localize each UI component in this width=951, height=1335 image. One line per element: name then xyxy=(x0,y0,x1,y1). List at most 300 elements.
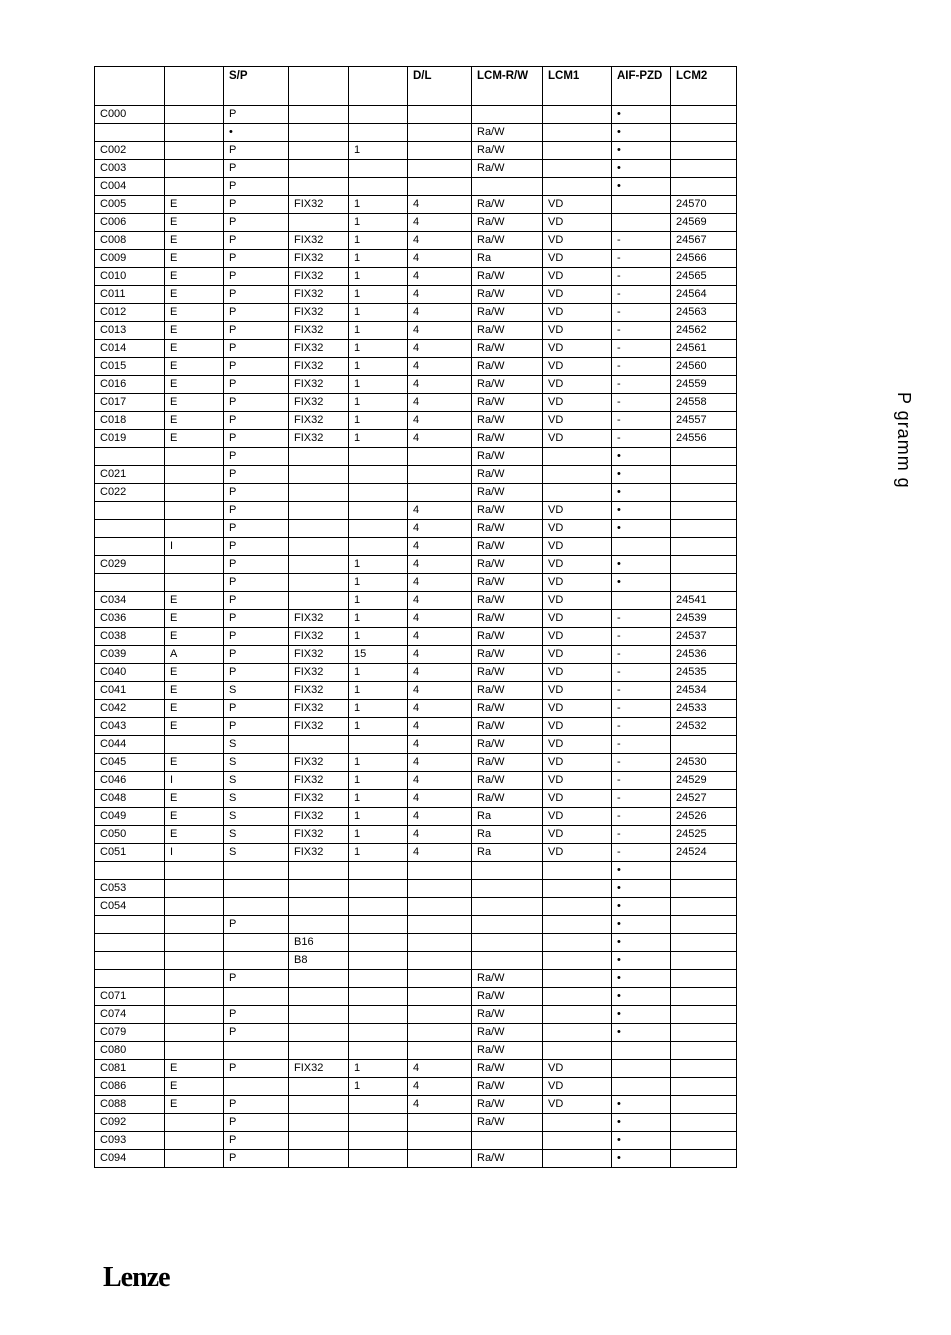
table-cell: • xyxy=(612,916,671,934)
table-cell xyxy=(289,214,349,232)
table-cell: E xyxy=(165,1078,224,1096)
table-cell: 4 xyxy=(408,592,472,610)
table-cell: E xyxy=(165,1060,224,1078)
table-cell: - xyxy=(612,394,671,412)
table-cell xyxy=(543,178,612,196)
code-cell: C036 xyxy=(95,610,165,628)
table-cell: Ra/W xyxy=(472,754,543,772)
table-cell: Ra/W xyxy=(472,700,543,718)
table-cell: 4 xyxy=(408,232,472,250)
table-cell: E xyxy=(165,412,224,430)
table-cell: • xyxy=(612,448,671,466)
table-cell: Ra/W xyxy=(472,142,543,160)
table-cell: P xyxy=(224,538,289,556)
table-cell: P xyxy=(224,466,289,484)
table-row xyxy=(95,142,737,160)
table-row xyxy=(95,412,737,430)
table-cell: P xyxy=(224,214,289,232)
table-row xyxy=(95,1060,737,1078)
table-cell: Ra/W xyxy=(472,610,543,628)
table-cell xyxy=(349,970,408,988)
table-row xyxy=(95,376,737,394)
table-cell: 1 xyxy=(349,790,408,808)
table-cell xyxy=(289,142,349,160)
column-header: S/P xyxy=(224,67,289,106)
table-cell xyxy=(671,1114,737,1132)
table-cell xyxy=(612,1060,671,1078)
code-cell: C039 xyxy=(95,646,165,664)
table-cell: FIX32 xyxy=(289,718,349,736)
code-cell: C004 xyxy=(95,178,165,196)
table-cell: VD xyxy=(543,538,612,556)
table-cell: P xyxy=(224,142,289,160)
table-cell: 4 xyxy=(408,286,472,304)
table-cell: - xyxy=(612,826,671,844)
table-cell: VD xyxy=(543,412,612,430)
table-cell: E xyxy=(165,250,224,268)
table-cell xyxy=(289,106,349,124)
table-cell: P xyxy=(224,304,289,322)
table-cell xyxy=(472,880,543,898)
table-cell xyxy=(165,574,224,592)
table-cell: P xyxy=(224,106,289,124)
table-cell: Ra/W xyxy=(472,358,543,376)
table-cell xyxy=(165,1132,224,1150)
table-cell: VD xyxy=(543,718,612,736)
table-cell: Ra/W xyxy=(472,1024,543,1042)
table-cell xyxy=(289,502,349,520)
code-cell xyxy=(95,862,165,880)
code-cell xyxy=(95,970,165,988)
table-cell: VD xyxy=(543,376,612,394)
table-cell: 15 xyxy=(349,646,408,664)
code-cell: C053 xyxy=(95,880,165,898)
table-cell: 4 xyxy=(408,628,472,646)
table-cell xyxy=(349,106,408,124)
table-row xyxy=(95,1132,737,1150)
table-cell: VD xyxy=(543,700,612,718)
code-cell: C093 xyxy=(95,1132,165,1150)
table-cell: 4 xyxy=(408,214,472,232)
table-cell: • xyxy=(612,160,671,178)
table-cell: 1 xyxy=(349,268,408,286)
table-cell: FIX32 xyxy=(289,826,349,844)
table-cell: - xyxy=(612,412,671,430)
table-cell: P xyxy=(224,196,289,214)
table-cell: Ra/W xyxy=(472,772,543,790)
table-cell: VD xyxy=(543,520,612,538)
table-cell: Ra/W xyxy=(472,286,543,304)
table-cell: P xyxy=(224,718,289,736)
table-cell: 24559 xyxy=(671,376,737,394)
table-cell: - xyxy=(612,736,671,754)
table-cell: E xyxy=(165,808,224,826)
table-cell: FIX32 xyxy=(289,754,349,772)
brand-logo: Lenze xyxy=(103,1262,170,1293)
table-cell: 4 xyxy=(408,376,472,394)
table-cell: 1 xyxy=(349,196,408,214)
table-cell: E xyxy=(165,790,224,808)
table-cell: Ra/W xyxy=(472,592,543,610)
table-cell: VD xyxy=(543,214,612,232)
table-cell xyxy=(349,520,408,538)
table-cell: 1 xyxy=(349,574,408,592)
code-cell: C008 xyxy=(95,232,165,250)
table-cell: FIX32 xyxy=(289,844,349,862)
table-cell xyxy=(671,1150,737,1168)
table-cell: P xyxy=(224,1132,289,1150)
table-cell: E xyxy=(165,322,224,340)
table-cell xyxy=(408,1024,472,1042)
table-cell xyxy=(543,1132,612,1150)
table-cell xyxy=(289,1150,349,1168)
code-cell: C021 xyxy=(95,466,165,484)
table-cell: 4 xyxy=(408,520,472,538)
table-cell: - xyxy=(612,268,671,286)
table-cell xyxy=(472,862,543,880)
table-cell: E xyxy=(165,376,224,394)
code-cell: C018 xyxy=(95,412,165,430)
table-cell: - xyxy=(612,808,671,826)
code-cell xyxy=(95,538,165,556)
table-cell: E xyxy=(165,394,224,412)
table-cell: 24563 xyxy=(671,304,737,322)
table-row xyxy=(95,304,737,322)
table-cell: 1 xyxy=(349,556,408,574)
table-cell: P xyxy=(224,232,289,250)
table-cell: 24536 xyxy=(671,646,737,664)
table-cell xyxy=(289,1042,349,1060)
table-cell: 1 xyxy=(349,250,408,268)
table-row xyxy=(95,286,737,304)
table-cell: Ra xyxy=(472,826,543,844)
code-cell: C080 xyxy=(95,1042,165,1060)
table-cell: E xyxy=(165,592,224,610)
table-cell xyxy=(408,898,472,916)
code-cell: C019 xyxy=(95,430,165,448)
table-cell xyxy=(408,142,472,160)
table-cell: 24567 xyxy=(671,232,737,250)
table-cell: VD xyxy=(543,646,612,664)
code-cell: C048 xyxy=(95,790,165,808)
table-cell xyxy=(289,1078,349,1096)
table-row xyxy=(95,430,737,448)
table-cell xyxy=(349,1114,408,1132)
table-cell: Ra/W xyxy=(472,160,543,178)
table-cell: Ra/W xyxy=(472,538,543,556)
table-row xyxy=(95,952,737,970)
code-cell: C044 xyxy=(95,736,165,754)
code-cell xyxy=(95,124,165,142)
table-cell xyxy=(165,448,224,466)
table-row xyxy=(95,628,737,646)
table-cell xyxy=(671,1096,737,1114)
table-cell: • xyxy=(612,124,671,142)
table-cell xyxy=(165,880,224,898)
table-cell xyxy=(671,178,737,196)
table-row xyxy=(95,124,737,142)
table-cell xyxy=(408,106,472,124)
table-cell: • xyxy=(612,970,671,988)
code-cell xyxy=(95,520,165,538)
table-cell xyxy=(408,1006,472,1024)
table-cell: P xyxy=(224,1060,289,1078)
table-cell: 1 xyxy=(349,682,408,700)
code-cell: C071 xyxy=(95,988,165,1006)
table-cell xyxy=(349,1150,408,1168)
table-cell xyxy=(224,1042,289,1060)
table-cell: 1 xyxy=(349,214,408,232)
table-cell: FIX32 xyxy=(289,286,349,304)
code-cell: C000 xyxy=(95,106,165,124)
code-cell: C010 xyxy=(95,268,165,286)
table-cell xyxy=(543,1006,612,1024)
table-cell: P xyxy=(224,970,289,988)
table-cell: • xyxy=(612,1096,671,1114)
table-cell: 24556 xyxy=(671,430,737,448)
code-cell: C012 xyxy=(95,304,165,322)
code-cell: C042 xyxy=(95,700,165,718)
table-cell: 24557 xyxy=(671,412,737,430)
table-cell: FIX32 xyxy=(289,790,349,808)
table-row xyxy=(95,322,737,340)
table-cell xyxy=(289,1096,349,1114)
table-cell xyxy=(349,124,408,142)
table-row xyxy=(95,700,737,718)
table-cell xyxy=(543,988,612,1006)
table-cell: - xyxy=(612,376,671,394)
table-cell: Ra/W xyxy=(472,1060,543,1078)
table-cell: - xyxy=(612,286,671,304)
table-cell: VD xyxy=(543,664,612,682)
table-cell xyxy=(612,592,671,610)
table-cell xyxy=(165,952,224,970)
table-cell xyxy=(472,916,543,934)
table-cell xyxy=(224,880,289,898)
table-row xyxy=(95,1150,737,1168)
code-cell: C050 xyxy=(95,826,165,844)
table-cell: 24537 xyxy=(671,628,737,646)
table-cell: - xyxy=(612,682,671,700)
table-cell: Ra/W xyxy=(472,502,543,520)
table-cell: Ra/W xyxy=(472,664,543,682)
table-cell xyxy=(289,484,349,502)
header-row xyxy=(95,67,737,106)
table-row xyxy=(95,196,737,214)
table-cell xyxy=(612,1042,671,1060)
table-cell: VD xyxy=(543,790,612,808)
table-cell: 24524 xyxy=(671,844,737,862)
table-cell: VD xyxy=(543,592,612,610)
table-cell xyxy=(289,1132,349,1150)
table-row xyxy=(95,592,737,610)
table-cell: • xyxy=(612,106,671,124)
table-cell: Ra/W xyxy=(472,394,543,412)
code-cell: C094 xyxy=(95,1150,165,1168)
table-cell: S xyxy=(224,844,289,862)
table-cell xyxy=(472,898,543,916)
table-cell: • xyxy=(224,124,289,142)
table-cell xyxy=(543,106,612,124)
table-cell xyxy=(671,448,737,466)
table-cell: FIX32 xyxy=(289,808,349,826)
table-cell xyxy=(289,862,349,880)
table-cell: 4 xyxy=(408,808,472,826)
code-cell xyxy=(95,916,165,934)
table-cell: VD xyxy=(543,232,612,250)
table-cell xyxy=(408,466,472,484)
table-cell xyxy=(408,934,472,952)
code-cell: C043 xyxy=(95,718,165,736)
table-cell xyxy=(408,124,472,142)
table-cell: VD xyxy=(543,394,612,412)
table-cell: - xyxy=(612,430,671,448)
column-header: LCM2 xyxy=(671,67,737,106)
table-row xyxy=(95,1096,737,1114)
table-row xyxy=(95,988,737,1006)
code-cell: C051 xyxy=(95,844,165,862)
table-cell xyxy=(289,1024,349,1042)
table-cell: S xyxy=(224,682,289,700)
table-row xyxy=(95,844,737,862)
table-cell: VD xyxy=(543,502,612,520)
table-cell: 4 xyxy=(408,646,472,664)
table-cell xyxy=(671,106,737,124)
table-cell xyxy=(408,1042,472,1060)
table-cell: 24527 xyxy=(671,790,737,808)
table-cell: S xyxy=(224,772,289,790)
table-cell xyxy=(224,898,289,916)
table-cell: Ra/W xyxy=(472,430,543,448)
table-cell xyxy=(408,916,472,934)
table-cell xyxy=(289,736,349,754)
table-cell: VD xyxy=(543,340,612,358)
table-cell xyxy=(671,1132,737,1150)
table-row xyxy=(95,736,737,754)
table-cell: FIX32 xyxy=(289,196,349,214)
table-cell xyxy=(165,1042,224,1060)
table-cell xyxy=(408,952,472,970)
table-cell: S xyxy=(224,736,289,754)
table-cell xyxy=(612,538,671,556)
table-cell: VD xyxy=(543,610,612,628)
table-cell: 1 xyxy=(349,772,408,790)
table-cell: Ra/W xyxy=(472,466,543,484)
table-cell: - xyxy=(612,304,671,322)
table-cell: 4 xyxy=(408,664,472,682)
table-cell xyxy=(349,1042,408,1060)
table-cell: - xyxy=(612,358,671,376)
table-cell xyxy=(165,502,224,520)
table-cell xyxy=(224,1078,289,1096)
table-cell: 4 xyxy=(408,790,472,808)
code-cell: C046 xyxy=(95,772,165,790)
table-cell: VD xyxy=(543,430,612,448)
table-cell: • xyxy=(612,556,671,574)
table-cell: 4 xyxy=(408,700,472,718)
table-cell xyxy=(671,916,737,934)
column-header: D/L xyxy=(408,67,472,106)
table-cell: VD xyxy=(543,196,612,214)
table-row xyxy=(95,484,737,502)
table-cell: P xyxy=(224,574,289,592)
table-cell: 1 xyxy=(349,700,408,718)
table-cell: FIX32 xyxy=(289,700,349,718)
table-cell xyxy=(472,1132,543,1150)
table-row xyxy=(95,556,737,574)
table-cell xyxy=(165,898,224,916)
table-cell xyxy=(671,160,737,178)
table-cell: I xyxy=(165,772,224,790)
table-row xyxy=(95,574,737,592)
table-cell: A xyxy=(165,646,224,664)
table-cell: Ra/W xyxy=(472,448,543,466)
table-cell: 1 xyxy=(349,358,408,376)
table-cell xyxy=(289,448,349,466)
table-cell: FIX32 xyxy=(289,268,349,286)
table-cell: P xyxy=(224,646,289,664)
table-row xyxy=(95,682,737,700)
table-cell xyxy=(165,466,224,484)
table-cell: - xyxy=(612,322,671,340)
table-cell: • xyxy=(612,934,671,952)
code-table xyxy=(94,66,737,1168)
table-cell: Ra/W xyxy=(472,628,543,646)
table-cell xyxy=(165,1150,224,1168)
table-cell xyxy=(165,142,224,160)
table-cell xyxy=(165,916,224,934)
table-cell: P xyxy=(224,592,289,610)
code-cell: C038 xyxy=(95,628,165,646)
table-cell: 24539 xyxy=(671,610,737,628)
table-cell: 24562 xyxy=(671,322,737,340)
table-cell: Ra/W xyxy=(472,790,543,808)
table-cell: 24570 xyxy=(671,196,737,214)
table-cell xyxy=(289,880,349,898)
table-cell: Ra/W xyxy=(472,682,543,700)
table-cell: • xyxy=(612,1006,671,1024)
code-cell: C022 xyxy=(95,484,165,502)
table-cell xyxy=(289,178,349,196)
table-cell: I xyxy=(165,844,224,862)
table-cell: - xyxy=(612,790,671,808)
table-cell: Ra/W xyxy=(472,1114,543,1132)
column-header xyxy=(349,67,408,106)
table-row xyxy=(95,232,737,250)
table-cell xyxy=(289,970,349,988)
table-cell: FIX32 xyxy=(289,322,349,340)
table-cell: E xyxy=(165,826,224,844)
table-cell: 24541 xyxy=(671,592,737,610)
table-row xyxy=(95,214,737,232)
table-cell: P xyxy=(224,160,289,178)
table-cell: 4 xyxy=(408,754,472,772)
code-cell: C013 xyxy=(95,322,165,340)
table-cell xyxy=(671,952,737,970)
table-row xyxy=(95,826,737,844)
table-cell: 4 xyxy=(408,250,472,268)
table-cell xyxy=(612,1078,671,1096)
code-cell: C074 xyxy=(95,1006,165,1024)
table-cell: Ra/W xyxy=(472,376,543,394)
table-cell xyxy=(671,934,737,952)
table-cell: I xyxy=(165,538,224,556)
table-cell: FIX32 xyxy=(289,412,349,430)
code-cell: C002 xyxy=(95,142,165,160)
table-cell: • xyxy=(612,178,671,196)
table-cell xyxy=(671,520,737,538)
code-cell xyxy=(95,448,165,466)
